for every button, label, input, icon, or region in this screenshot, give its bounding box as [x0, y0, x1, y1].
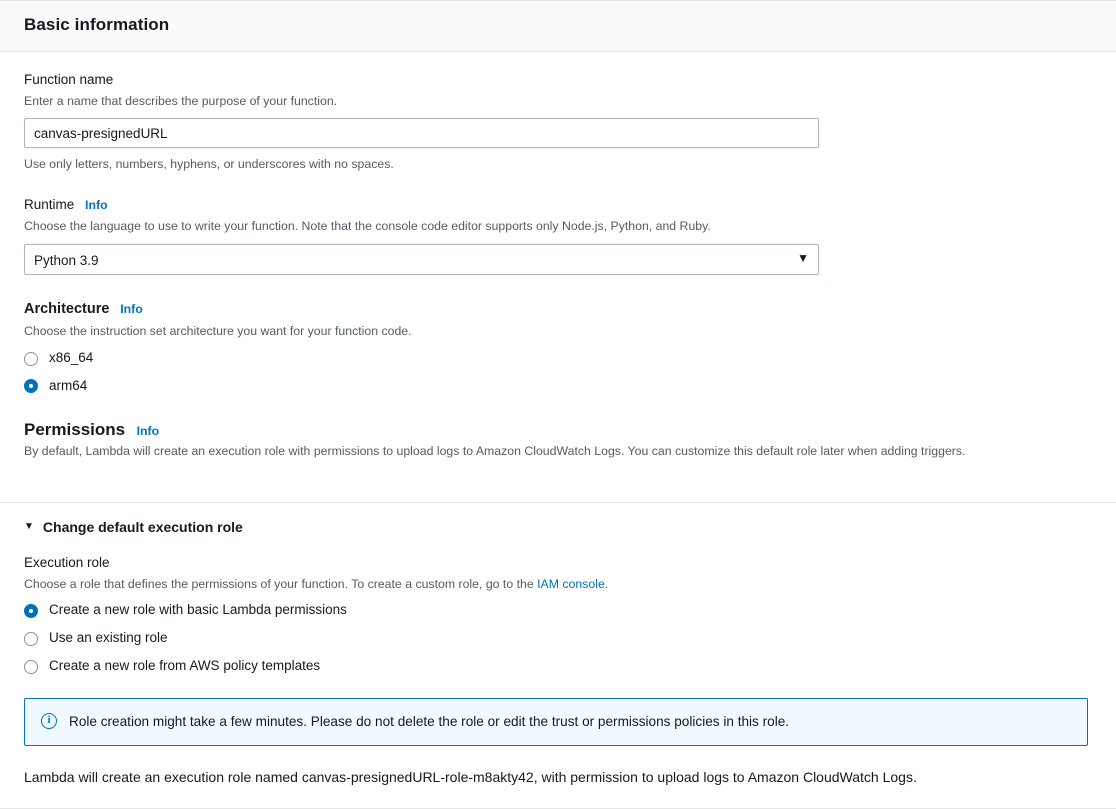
function-name-description: Enter a name that describes the purpose of your function. — [24, 93, 338, 108]
alert-message: Role creation might take a few minutes. Please do not delete the role or edit the trust or permissions policies in this role. — [69, 714, 790, 730]
runtime-select[interactable]: Python 3.9 — [24, 244, 819, 275]
radio-icon-selected[interactable] — [24, 604, 38, 618]
caret-down-icon: ▼ — [24, 521, 34, 533]
execution-role-option-existing[interactable] — [24, 629, 1092, 648]
runtime-description: Choose the language to use to write your function. Note that the console code editor supports only Node.js, Python, and Ruby. — [24, 219, 711, 234]
page-title: Basic information — [24, 15, 170, 34]
permissions-section — [24, 420, 1092, 482]
radio-icon-selected[interactable] — [24, 379, 38, 393]
runtime-info-link[interactable]: Info — [85, 198, 108, 213]
permissions-description: By default, Lambda will create an execution role with permissions to upload logs to Amazon CloudWatch Logs. You can customize this default role later when adding triggers. — [24, 443, 966, 458]
function-name-hint: Use only letters, numbers, hyphens, or underscores with no spaces. — [24, 157, 394, 171]
panel-header — [0, 1, 1116, 52]
function-name-field — [24, 70, 1092, 173]
radio-icon[interactable] — [24, 632, 38, 646]
execution-role-option-policy-templates[interactable] — [24, 657, 1092, 676]
permissions-title: Permissions — [24, 419, 126, 439]
iam-console-link[interactable]: IAM console — [537, 576, 605, 591]
permissions-info-link[interactable]: Info — [136, 423, 160, 438]
info-circle-icon: i — [41, 713, 57, 729]
architecture-info-link[interactable]: Info — [120, 301, 143, 316]
runtime-field — [24, 195, 1092, 274]
function-name-label: Function name — [24, 72, 114, 87]
role-creation-alert — [24, 698, 1088, 746]
change-default-execution-role-expander[interactable] — [0, 503, 1116, 535]
execution-role-option-label: Create a new role from AWS policy templates — [49, 658, 321, 674]
expander-label: Change default execution role — [42, 519, 243, 536]
execution-role-label: Execution role — [24, 555, 110, 571]
radio-icon[interactable] — [24, 352, 38, 366]
execution-role-option-new-basic[interactable] — [24, 601, 1092, 620]
architecture-option-label: x86_64 — [49, 350, 94, 366]
basic-information-section — [0, 52, 1116, 502]
execution-role-option-label: Create a new role with basic Lambda permissions — [49, 602, 347, 618]
architecture-option-label: arm64 — [49, 378, 88, 394]
architecture-field — [24, 299, 1092, 396]
function-name-input[interactable] — [24, 118, 819, 148]
execution-role-section — [0, 535, 1116, 808]
radio-icon[interactable] — [24, 660, 38, 674]
architecture-option-arm64[interactable] — [24, 377, 1092, 396]
execution-role-description-text: Choose a role that defines the permissions of your function. To create a custom role, go to the — [24, 576, 538, 591]
architecture-description: Choose the instruction set architecture you want for your function code. — [24, 323, 412, 338]
runtime-select-wrapper — [24, 244, 819, 275]
architecture-option-x86[interactable] — [24, 349, 1092, 368]
execution-role-summary: Lambda will create an execution role named canvas-presignedURL-role-m8akty42, with permission to upload logs to Amazon CloudWatch Logs. — [24, 769, 917, 786]
execution-role-option-label: Use an existing role — [49, 630, 168, 646]
chevron-down-icon: ▼ — [797, 250, 809, 265]
execution-role-description-end: . — [604, 576, 609, 591]
architecture-label: Architecture — [24, 300, 110, 317]
execution-role-description — [24, 575, 1092, 593]
runtime-label: Runtime — [24, 197, 75, 213]
